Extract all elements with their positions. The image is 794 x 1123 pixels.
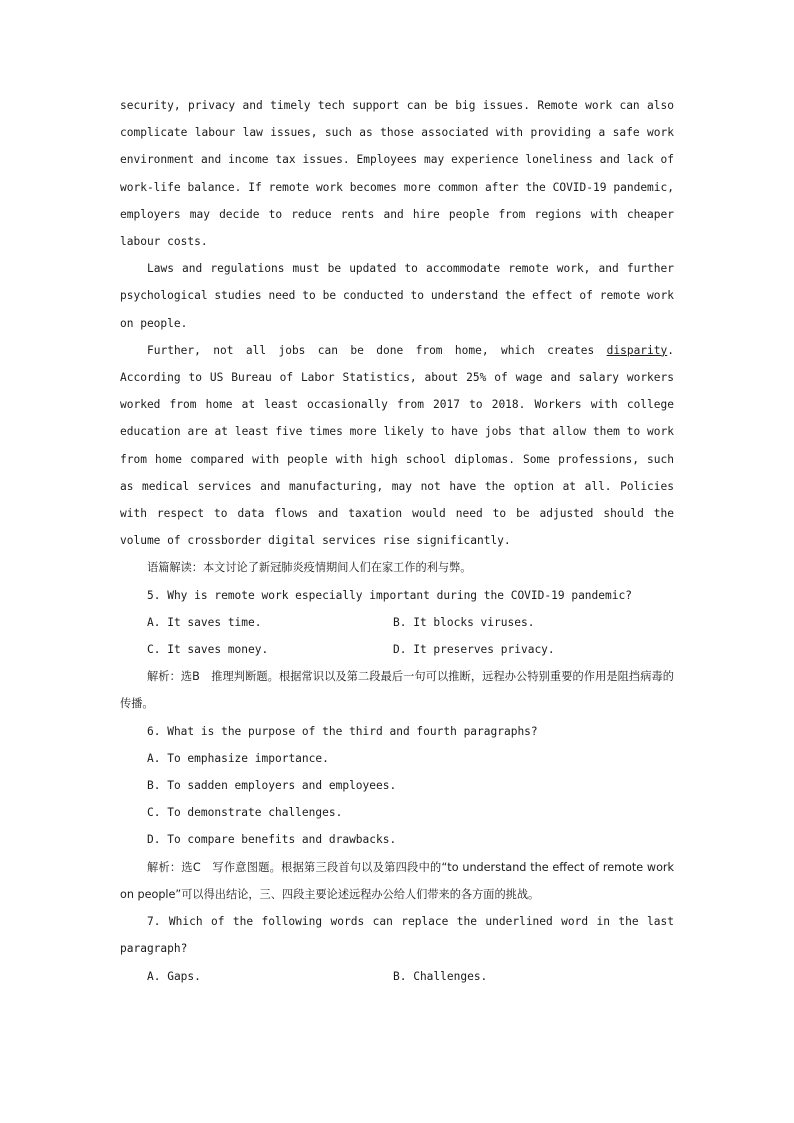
question-7-stem: 7. Which of the following words can replace the underlined word in the last paragraph? [120,915,674,956]
passage-paragraph-2: Laws and regulations must be updated to accommodate remote work, and further psychological studies need to be conducted to understand the effect of remote work on people. [120,262,674,330]
question-6-option-b: B. To sadden employers and employees. [147,779,397,793]
question-5-options-row-1 [120,609,674,636]
question-5-option-b: B. It blocks viruses. [393,615,535,629]
question-6-option-c: C. To demonstrate challenges. [147,806,343,820]
question-7-option-a: A. Gaps. [147,969,201,983]
passage-paragraph-3 [120,337,674,555]
question-6-option-d: D. To compare benefits and drawbacks. [147,833,397,847]
question-5-analysis: 解析：选B 推理判断题。根据常识以及第二段最后一句可以推断，远程办公特别重要的作用是阻挡病毒的传播。 [120,670,674,711]
question-5-option-c: C. It saves money. [147,643,269,657]
passage-paragraph-1: security, privacy and timely tech support can be big issues. Remote work can also complicate labour law issues, such as those associated with providing a safe work environment and income tax issues. Employees may experience loneliness and lack of work-life balance. If remote work becomes more common after the COVID-19 pandemic, employers may decide to reduce rents and hire people from regions with cheaper labour costs. [120,99,674,249]
question-5-options-row-2 [120,636,674,663]
question-5-stem: 5. Why is remote work especially important during the COVID-19 pandemic? [147,588,632,602]
passage-summary: 语篇解读：本文讨论了新冠肺炎疫情期间人们在家工作的利与弊。 [147,561,472,575]
underlined-word: disparity [606,343,668,357]
question-7-option-b: B. Challenges. [393,969,488,983]
question-5-option-a: A. It saves time. [147,615,262,629]
question-7-options-row-1 [120,963,674,990]
question-6-option-a: A. To emphasize importance. [147,751,329,765]
question-5-option-d: D. It preserves privacy. [393,643,555,657]
question-6-stem: 6. What is the purpose of the third and fourth paragraphs? [147,724,538,738]
document-page [120,92,674,990]
paragraph-3-start: Further, not all jobs can be done from home, which creates [147,343,607,357]
paragraph-3-rest: . According to US Bureau of Labor Statistics, about 25% of wage and salary workers worked from home at least occasionally from 2017 to 2018. Workers with college education are at least five times more likely to have jobs that allow them to work from home compared with people with high school diplomas. Some professions, such as medical services and manufacturing, may not have the option at all. Policies with respect to data flows and taxation would need to be adjusted should the volume of crossborder digital services rise significantly. [120,343,674,548]
question-6-analysis: 解析：选C 写作意图题。根据第三段首句以及第四段中的“to understand the effect of remote work on people”可以得出结论，三、四段主要论述远程办公给人们带来的各方面的挑战。 [120,860,674,901]
